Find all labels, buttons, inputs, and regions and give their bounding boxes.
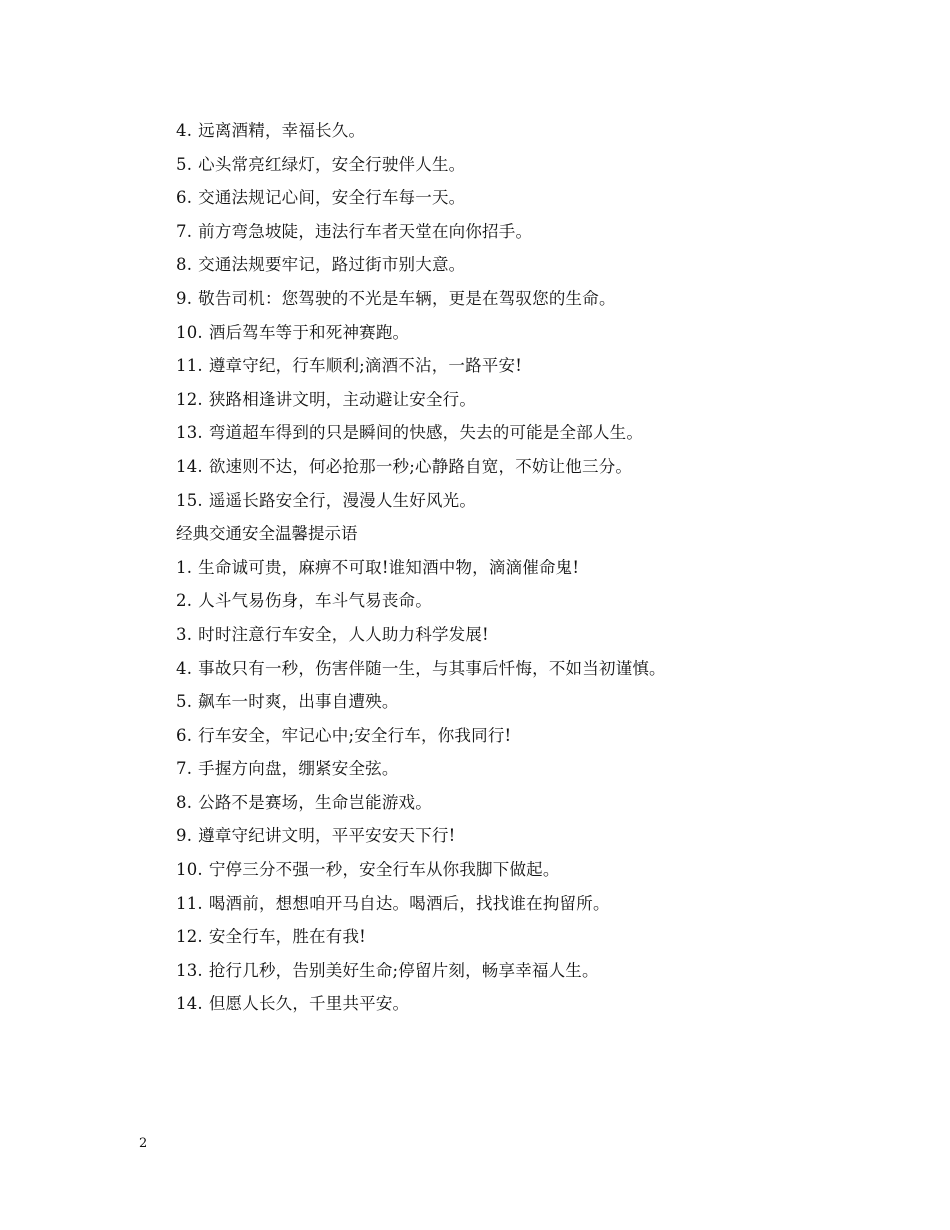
list-item bbox=[176, 386, 876, 420]
list-item-text: 遵章守纪讲文明，平平安安天下行! bbox=[198, 826, 456, 846]
list-item-text: 欲速则不达，何必抢那一秒;心静路自宽，不妨让他三分。 bbox=[208, 456, 633, 476]
list-item-number: 8. bbox=[176, 255, 193, 275]
list-item bbox=[176, 755, 876, 789]
list-item-number: 2. bbox=[176, 591, 193, 611]
list-item-text: 遵章守纪，行车顺利;滴酒不沾，一路平安! bbox=[208, 356, 523, 376]
list-item-text: 喝酒前，想想咱开马自达。喝酒后，找找谁在拘留所。 bbox=[208, 893, 610, 913]
list-item bbox=[176, 621, 876, 655]
list-item-text: 手握方向盘，绷紧安全弦。 bbox=[198, 759, 399, 779]
list-item-number: 5. bbox=[176, 154, 193, 174]
list-item-number: 7. bbox=[176, 759, 193, 779]
slogan-list-1 bbox=[176, 117, 876, 520]
list-item-number: 10. bbox=[176, 860, 203, 880]
list-item-text: 前方弯急坡陡，违法行车者天堂在向你招手。 bbox=[198, 221, 533, 241]
list-item-text: 飙车一时爽，出事自遭殃。 bbox=[198, 692, 399, 712]
list-item-number: 13. bbox=[176, 960, 203, 980]
list-item-text: 远离酒精，幸福长久。 bbox=[198, 121, 366, 140]
list-item bbox=[176, 419, 876, 453]
list-item bbox=[176, 655, 876, 689]
page-number: 2 bbox=[139, 1136, 148, 1151]
list-item-number: 4. bbox=[176, 121, 193, 140]
list-item-number: 9. bbox=[176, 288, 193, 308]
list-item bbox=[176, 722, 876, 756]
list-item-text: 人斗气易伤身，车斗气易丧命。 bbox=[198, 591, 432, 611]
list-item bbox=[176, 957, 876, 991]
list-item-number: 6. bbox=[176, 725, 193, 745]
list-item-text: 遥遥长路安全行，漫漫人生好风光。 bbox=[208, 490, 477, 510]
section-heading: 经典交通安全温馨提示语 bbox=[176, 524, 358, 544]
list-item bbox=[176, 453, 876, 487]
list-item-text: 抢行几秒，告别美好生命;停留片刻，畅享幸福人生。 bbox=[208, 960, 599, 980]
list-item bbox=[176, 789, 876, 823]
list-item-text: 安全行车，胜在有我! bbox=[208, 927, 366, 947]
list-item-number: 1. bbox=[176, 557, 193, 577]
list-item bbox=[176, 352, 876, 386]
list-item bbox=[176, 218, 876, 252]
list-item bbox=[176, 319, 876, 353]
slogan-list-2 bbox=[176, 554, 876, 1024]
list-item bbox=[176, 251, 876, 285]
list-item bbox=[176, 856, 876, 890]
list-item bbox=[176, 151, 876, 185]
list-item-number: 9. bbox=[176, 826, 193, 846]
list-item bbox=[176, 890, 876, 924]
list-item bbox=[176, 688, 876, 722]
list-item-text: 弯道超车得到的只是瞬间的快感，失去的可能是全部人生。 bbox=[208, 423, 644, 443]
list-item-text: 行车安全，牢记心中;安全行车，你我同行! bbox=[198, 725, 512, 745]
list-item bbox=[176, 487, 876, 521]
list-item bbox=[176, 117, 876, 151]
list-item bbox=[176, 285, 876, 319]
list-item-text: 事故只有一秒，伤害伴随一生，与其事后忏悔，不如当初谨慎。 bbox=[198, 658, 666, 678]
list-item-number: 13. bbox=[176, 423, 203, 443]
list-item-number: 10. bbox=[176, 322, 203, 342]
list-item-number: 12. bbox=[176, 389, 203, 409]
list-item-number: 14. bbox=[176, 456, 203, 476]
list-item-number: 8. bbox=[176, 792, 193, 812]
list-item-number: 7. bbox=[176, 221, 193, 241]
list-item-number: 11. bbox=[176, 356, 203, 376]
list-item-number: 11. bbox=[176, 893, 203, 913]
list-item bbox=[176, 587, 876, 621]
list-item-number: 14. bbox=[176, 994, 203, 1014]
list-item bbox=[176, 990, 876, 1024]
list-item bbox=[176, 923, 876, 957]
list-item-text: 敬告司机：您驾驶的不光是车辆，更是在驾驭您的生命。 bbox=[198, 288, 616, 308]
list-item-text: 时时注意行车安全，人人助力科学发展! bbox=[198, 624, 489, 644]
list-item-text: 狭路相逢讲文明，主动避让安全行。 bbox=[208, 389, 477, 409]
list-item-text: 生命诚可贵，麻痹不可取!谁知酒中物，滴滴催命鬼! bbox=[198, 557, 580, 577]
list-item-text: 交通法规记心间，安全行车每一天。 bbox=[198, 188, 466, 208]
list-item-text: 宁停三分不强一秒，安全行车从你我脚下做起。 bbox=[208, 860, 560, 880]
list-item-number: 12. bbox=[176, 927, 203, 947]
list-item-number: 4. bbox=[176, 658, 193, 678]
list-item-text: 交通法规要牢记，路过街市别大意。 bbox=[198, 255, 466, 275]
list-item-text: 心头常亮红绿灯，安全行驶伴人生。 bbox=[198, 154, 466, 174]
list-item-text: 但愿人长久，千里共平安。 bbox=[208, 994, 410, 1014]
list-item-number: 15. bbox=[176, 490, 203, 510]
list-item bbox=[176, 184, 876, 218]
list-item-text: 公路不是赛场，生命岂能游戏。 bbox=[198, 792, 432, 812]
list-item-text: 酒后驾车等于和死神赛跑。 bbox=[208, 322, 410, 342]
list-item-number: 6. bbox=[176, 188, 193, 208]
document-content bbox=[176, 117, 876, 1024]
list-item-number: 3. bbox=[176, 624, 193, 644]
list-item bbox=[176, 554, 876, 588]
list-item bbox=[176, 822, 876, 856]
list-item-number: 5. bbox=[176, 692, 193, 712]
